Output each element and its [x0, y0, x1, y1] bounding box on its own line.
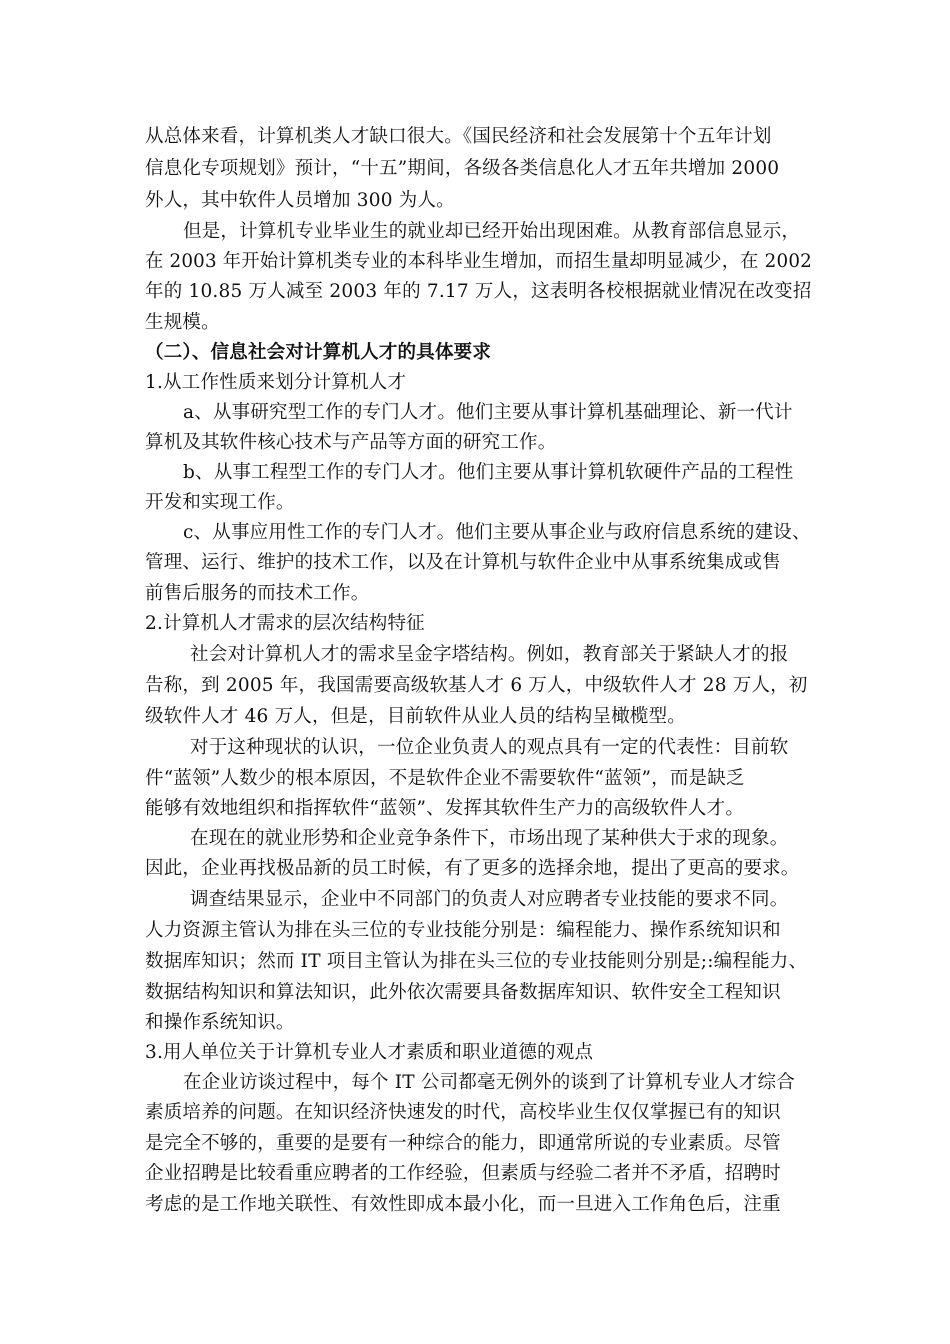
text-line: 在 2003 年开始计算机类专业的本科毕业生增加，而招生量却明显减少，在 2002	[145, 251, 812, 272]
text-line: 因此，企业再找极品新的员工时候，有了更多的选择余地，提出了更高的要求。	[145, 858, 800, 879]
text-line: c、从事应用性工作的专门人才。他们主要从事企业与政府信息系统的建设、	[183, 522, 811, 543]
text-line: 社会对计算机人才的需求呈金字塔结构。例如，教育部关于紧缺人才的报	[190, 644, 789, 665]
text-line: 告称，到 2005 年，我国需要高级软基人才 6 万人，中级软件人才 28 万人，初	[145, 675, 808, 696]
text-line: 是完全不够的，重要的是要有一种综合的能力，即通常所说的专业素质。尽管	[145, 1133, 781, 1154]
text-line: 年的 10.85 万人减至 2003 年的 7.17 万人，这表明各校根据就业情况在改变招	[145, 281, 812, 302]
text-line: 前售后服务的而技术工作。	[145, 583, 370, 604]
text-line: 数据结构知识和算法知识，此外依次需要具备数据库知识、软件安全工程知识	[145, 982, 781, 1003]
text-line: 但是，计算机专业毕业生的就业却已经开始出现困难。从教育部信息显示，	[183, 221, 801, 242]
text-line: 生规模。	[145, 312, 220, 333]
text-line: 信息化专项规划》预计，“十五”期间，各级各类信息化人才五年共增加 2000	[145, 158, 780, 179]
text-line: 素质培养的问题。在知识经济快速发的时代，高校毕业生仅仅掌握已有的知识	[145, 1102, 781, 1123]
section-heading: （二）、信息社会对计算机人才的具体要求	[145, 342, 492, 363]
text-line: 数据库知识；然而 IT 项目主管认为排在头三位的专业技能则分别是;:编程能力、	[145, 951, 808, 972]
text-line: 对于这种现状的认识，一位企业负责人的观点具有一定的代表性：目前软	[190, 737, 789, 758]
text-line: 在现在的就业形势和企业竞争条件下，市场出现了某种供大于求的现象。	[190, 828, 789, 849]
text-line: 开发和实现工作。	[145, 492, 295, 513]
text-line: 算机及其软件核心技术与产品等方面的研究工作。	[145, 432, 557, 453]
text-line: 从总体来看，计算机类人才缺口很大。《国民经济和社会发展第十个五年计划	[145, 126, 772, 147]
text-line: 级软件人才 46 万人，但是，目前软件从业人员的结构呈橄榄型。	[145, 706, 687, 727]
text-line: 在企业访谈过程中，每个 IT 公司都毫无例外的谈到了计算机专业人才综合	[183, 1072, 795, 1093]
text-line: a、从事研究型工作的专门人才。他们主要从事计算机基础理论、新一代计	[183, 402, 793, 423]
text-line: 考虑的是工作地关联性、有效性即成本最小化，而一旦进入工作角色后，注重	[145, 1194, 781, 1215]
text-line: 和操作系统知识。	[145, 1012, 295, 1033]
text-line: 件“蓝领”人数少的根本原因，不是软件企业不需要软件“蓝领”，而是缺乏	[145, 768, 745, 789]
text-line: 调查结果显示，企业中不同部门的负责人对应聘者专业技能的要求不同。	[190, 889, 789, 910]
text-line: 外人，其中软件人员增加 300 为人。	[145, 190, 455, 211]
text-line: 人力资源主管认为排在头三位的专业技能分别是：编程能力、操作系统知识和	[145, 920, 781, 941]
subsection-heading: 3.用人单位关于计算机专业人才素质和职业道德的观点	[145, 1042, 594, 1063]
subsection-heading: 2.计算机人才需求的层次结构特征	[145, 613, 425, 634]
text-line: b、从事工程型工作的专门人才。他们主要从事计算机软硬件产品的工程性	[183, 462, 794, 483]
text-line: 企业招聘是比较看重应聘者的工作经验，但素质与经验二者并不矛盾，招聘时	[145, 1163, 781, 1184]
text-line: 管理、运行、维护的技术工作，以及在计算机与软件企业中从事系统集成或售	[145, 552, 781, 573]
subsection-heading: 1.从工作性质来划分计算机人才	[145, 372, 407, 393]
text-line: 能够有效地组织和指挥软件“蓝领”、发挥其软件生产力的高级软件人才。	[145, 798, 745, 819]
